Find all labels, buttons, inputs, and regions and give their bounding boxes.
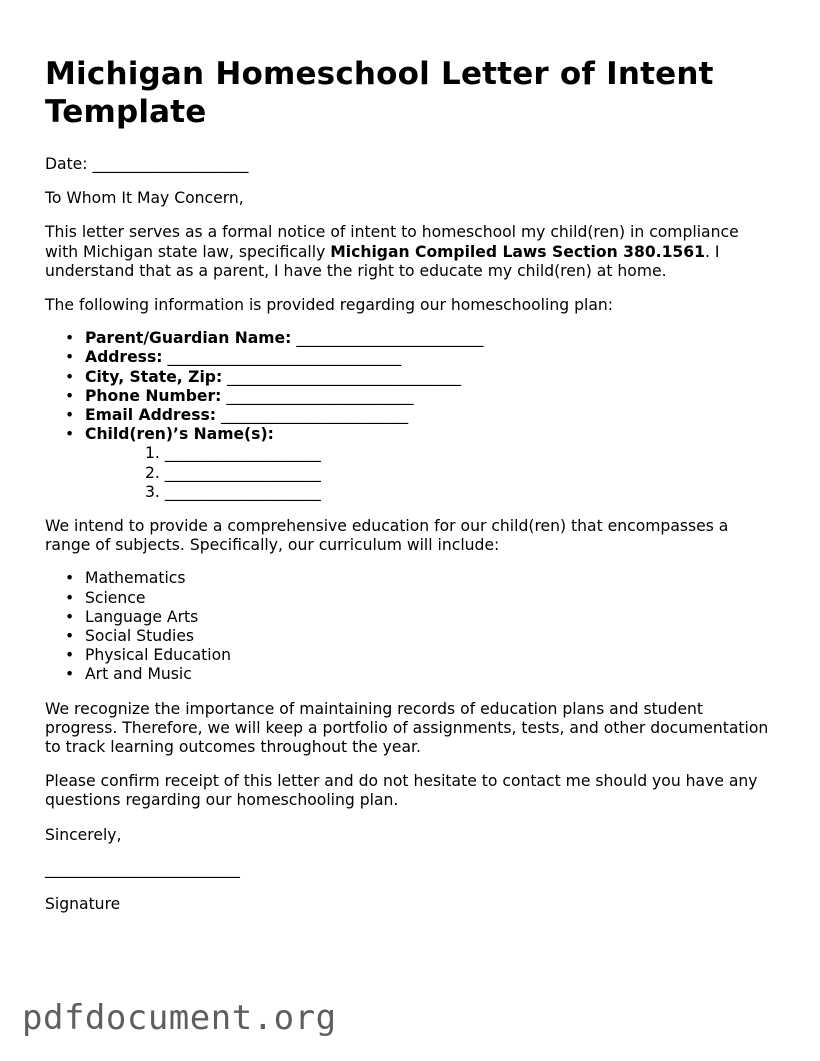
- child-number: 3.: [145, 482, 160, 501]
- field-parent-name: [45, 329, 775, 348]
- child-name-item: [85, 464, 775, 483]
- field-label: Phone Number:: [85, 386, 222, 405]
- letter-document: [45, 55, 775, 914]
- bullet-icon: •: [65, 425, 75, 444]
- subject-item: [45, 646, 775, 665]
- field-children-names: [45, 425, 775, 502]
- field-address: [45, 348, 775, 367]
- bullet-icon: •: [65, 386, 75, 405]
- field-blank: ______________________________: [167, 348, 402, 367]
- curriculum-intro: We intend to provide a comprehensive education for our child(ren) that encompasses a range of subjects. Specifically, our curriculum will include:: [45, 517, 729, 555]
- bullet-icon: •: [65, 406, 75, 425]
- bullet-icon: •: [65, 367, 75, 386]
- field-label: Address:: [85, 348, 163, 367]
- closing-request: Please confirm receipt of this letter and do not hesitate to contact me should you have any questions regarding our homeschooling plan.: [45, 772, 758, 810]
- subject-list: [45, 569, 775, 684]
- child-name-item: [85, 444, 775, 463]
- field-label: City, State, Zip:: [85, 367, 223, 386]
- field-label: Parent/Guardian Name:: [85, 329, 292, 348]
- field-blank: ________________________: [226, 386, 414, 405]
- subject-label: Art and Music: [85, 665, 192, 684]
- subject-item: [45, 665, 775, 684]
- date-line: Date: ____________________: [45, 155, 249, 173]
- bullet-icon: •: [65, 607, 75, 626]
- child-blank: ____________________: [164, 444, 321, 463]
- subject-label: Science: [85, 588, 146, 607]
- signature-label: Signature: [45, 895, 121, 914]
- child-number: 2.: [145, 463, 160, 482]
- intro-text-after: . I understand that as a parent, I have the right to educate my child(ren) at home.: [45, 242, 720, 280]
- subject-label: Language Arts: [85, 607, 199, 626]
- bullet-icon: •: [65, 348, 75, 367]
- bullet-icon: •: [65, 646, 75, 665]
- records-paragraph: We recognize the importance of maintaining records of education plans and student progress. Therefore, we will keep a portfolio of assignments, tests, and other documentation to track learning outcomes throughout the year.: [45, 699, 769, 757]
- law-reference: Michigan Compiled Laws Section 380.1561: [330, 242, 705, 261]
- bullet-icon: •: [65, 665, 75, 684]
- page-title: Michigan Homeschool Letter of Intent Template: [45, 56, 714, 130]
- bullet-icon: •: [65, 569, 75, 588]
- bullet-icon: •: [65, 627, 75, 646]
- info-intro: The following information is provided regarding our homeschooling plan:: [45, 296, 614, 315]
- field-label: Email Address:: [85, 406, 217, 425]
- subject-item: [45, 569, 775, 588]
- salutation: To Whom It May Concern,: [45, 189, 244, 208]
- field-blank: ________________________: [220, 406, 409, 425]
- field-blank: ________________________: [296, 329, 484, 348]
- info-field-list: [45, 329, 775, 502]
- field-blank: ______________________________: [227, 367, 462, 386]
- subject-item: [45, 608, 775, 627]
- field-city-state-zip: [45, 368, 775, 387]
- subject-label: Mathematics: [85, 569, 186, 588]
- field-email: [45, 406, 775, 425]
- child-number: 1.: [145, 444, 160, 463]
- child-blank: ____________________: [164, 482, 321, 501]
- child-blank: ____________________: [164, 463, 321, 482]
- intro-text-before: This letter serves as a formal notice of intent to homeschool my child(ren) in compliance with Michigan state law, specifically: [45, 223, 739, 261]
- subject-item: [45, 627, 775, 646]
- bullet-icon: •: [65, 329, 75, 348]
- field-phone: [45, 387, 775, 406]
- field-label: Child(ren)’s Name(s):: [85, 425, 274, 444]
- watermark: pdfdocument.org: [22, 998, 337, 1038]
- subject-label: Social Studies: [85, 627, 195, 646]
- signature-line: _________________________: [45, 859, 240, 878]
- closing: Sincerely,: [45, 825, 122, 844]
- bullet-icon: •: [65, 588, 75, 607]
- intro-paragraph: [45, 223, 775, 281]
- child-name-item: [85, 483, 775, 502]
- children-list: [85, 444, 775, 502]
- subject-label: Physical Education: [85, 646, 232, 665]
- subject-item: [45, 589, 775, 608]
